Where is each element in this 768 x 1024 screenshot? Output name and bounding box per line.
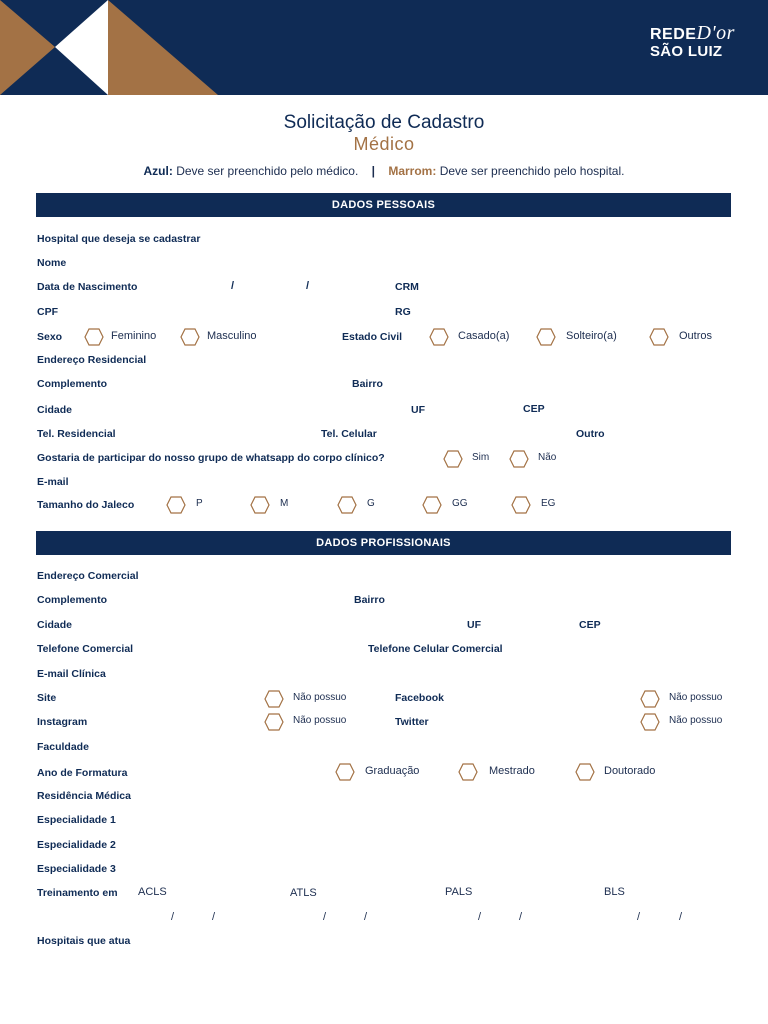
- whatsapp-question-label: Gostaria de participar do nosso grupo de whatsapp do corpo clínico?: [37, 452, 385, 464]
- instagram-nao-possuo-label: Não possuo: [293, 715, 347, 726]
- masculino-checkbox[interactable]: [180, 328, 200, 346]
- site-nao-possuo-label: Não possuo: [293, 692, 347, 703]
- cpf-label: CPF: [37, 306, 58, 318]
- cidade-comercial-label: Cidade: [37, 619, 73, 631]
- doutorado-checkbox[interactable]: [575, 763, 595, 781]
- jaleco-label: Tamanho do Jaleco: [37, 499, 135, 511]
- atls-date-separator: /: [323, 911, 327, 923]
- bls-date-separator: /: [637, 911, 641, 923]
- uf-label: UF: [411, 404, 425, 416]
- nascimento-label: Data de Nascimento: [37, 281, 138, 293]
- jaleco-eg-label: EG: [541, 498, 556, 509]
- bairro-label: Bairro: [352, 378, 383, 390]
- endereco-comercial-label: Endereço Comercial: [37, 570, 139, 582]
- complemento-label: Complemento: [37, 378, 108, 390]
- doutorado-option-label: Doutorado: [604, 765, 656, 777]
- jaleco-g-label: G: [367, 498, 375, 509]
- mestrado-option-label: Mestrado: [489, 765, 535, 777]
- date-separator: /: [231, 280, 235, 292]
- color-legend: Azul: Deve ser preenchido pelo médico. | Marrom: Deve ser preenchido pelo hospital.: [143, 164, 625, 178]
- section-header-dados-profissionais: DADOS PROFISSIONAIS: [36, 531, 731, 555]
- jaleco-g-checkbox[interactable]: [337, 496, 357, 514]
- estado-civil-label: Estado Civil: [342, 331, 403, 343]
- facebook-nao-possuo-label: Não possuo: [669, 692, 723, 703]
- jaleco-p-label: P: [196, 498, 203, 509]
- whatsapp-nao-checkbox[interactable]: [509, 450, 529, 468]
- tel-residencial-label: Tel. Residencial: [37, 428, 116, 440]
- sim-option-label: Sim: [472, 452, 490, 463]
- mestrado-checkbox[interactable]: [458, 763, 478, 781]
- twitter-nao-possuo-label: Não possuo: [669, 715, 723, 726]
- masculino-option-label: Masculino: [207, 330, 257, 342]
- pals-label: PALS: [445, 886, 473, 898]
- page-title: Solicitação de Cadastro: [283, 112, 485, 133]
- bairro-comercial-label: Bairro: [354, 594, 385, 606]
- jaleco-m-label: M: [280, 498, 289, 509]
- outros-checkbox[interactable]: [649, 328, 669, 346]
- twitter-label: Twitter: [395, 716, 429, 728]
- treinamento-label: Treinamento em: [37, 887, 118, 899]
- tel-celular-label: Tel. Celular: [321, 428, 377, 440]
- outro-label: Outro: [576, 428, 605, 440]
- page-subtitle: Médico: [353, 134, 415, 154]
- rede-dor-sao-luiz-logo: REDED'or SÃO LUIZ: [650, 22, 735, 60]
- page-header: [0, 0, 768, 95]
- solteiro-option-label: Solteiro(a): [566, 330, 617, 342]
- facebook-nao-possuo-checkbox[interactable]: [640, 690, 660, 708]
- atls-date-separator: /: [364, 911, 368, 923]
- pals-date-separator: /: [478, 911, 482, 923]
- complemento-comercial-label: Complemento: [37, 594, 108, 606]
- sexo-label: Sexo: [37, 331, 63, 343]
- crm-label: CRM: [395, 281, 419, 293]
- rg-label: RG: [395, 306, 411, 318]
- jaleco-gg-label: GG: [452, 498, 468, 509]
- acls-label: ACLS: [138, 886, 167, 898]
- outros-option-label: Outros: [679, 330, 713, 342]
- residencia-medica-label: Residência Médica: [37, 790, 131, 802]
- especialidade-2-label: Especialidade 2: [37, 839, 116, 851]
- facebook-label: Facebook: [395, 692, 445, 704]
- cep-comercial-label: CEP: [579, 619, 601, 631]
- decorative-triangles-graphic: [0, 0, 220, 95]
- nome-label: Nome: [37, 257, 67, 269]
- faculdade-label: Faculdade: [37, 741, 89, 753]
- cep-label: CEP: [523, 403, 545, 415]
- feminino-option-label: Feminino: [111, 330, 157, 342]
- jaleco-m-checkbox[interactable]: [250, 496, 270, 514]
- hospitais-label: Hospitais que atua: [37, 935, 131, 947]
- feminino-checkbox[interactable]: [84, 328, 104, 346]
- uf-comercial-label: UF: [467, 619, 481, 631]
- hospital-label: Hospital que deseja se cadastrar: [37, 233, 201, 245]
- especialidade-3-label: Especialidade 3: [37, 863, 116, 875]
- acls-date-separator: /: [171, 911, 175, 923]
- pals-date-separator: /: [519, 911, 523, 923]
- casado-option-label: Casado(a): [458, 330, 510, 342]
- email-clinica-label: E-mail Clínica: [37, 668, 106, 680]
- section-header-dados-pessoais: DADOS PESSOAIS: [36, 193, 731, 217]
- instagram-label: Instagram: [37, 716, 88, 728]
- atls-label: ATLS: [290, 887, 317, 899]
- casado-checkbox[interactable]: [429, 328, 449, 346]
- date-separator: /: [306, 280, 310, 292]
- jaleco-eg-checkbox[interactable]: [511, 496, 531, 514]
- ano-formatura-label: Ano de Formatura: [37, 767, 128, 779]
- graduacao-checkbox[interactable]: [335, 763, 355, 781]
- site-label: Site: [37, 692, 57, 704]
- telefone-celular-comercial-label: Telefone Celular Comercial: [368, 643, 503, 655]
- acls-date-separator: /: [212, 911, 216, 923]
- nao-option-label: Não: [538, 452, 557, 463]
- site-nao-possuo-checkbox[interactable]: [264, 690, 284, 708]
- email-label: E-mail: [37, 476, 69, 488]
- whatsapp-sim-checkbox[interactable]: [443, 450, 463, 468]
- bls-label: BLS: [604, 886, 625, 898]
- solteiro-checkbox[interactable]: [536, 328, 556, 346]
- jaleco-gg-checkbox[interactable]: [422, 496, 442, 514]
- cidade-label: Cidade: [37, 404, 73, 416]
- twitter-nao-possuo-checkbox[interactable]: [640, 713, 660, 731]
- graduacao-option-label: Graduação: [365, 765, 420, 777]
- especialidade-1-label: Especialidade 1: [37, 814, 116, 826]
- instagram-nao-possuo-checkbox[interactable]: [264, 713, 284, 731]
- bls-date-separator: /: [679, 911, 683, 923]
- telefone-comercial-label: Telefone Comercial: [37, 643, 134, 655]
- jaleco-p-checkbox[interactable]: [166, 496, 186, 514]
- endereco-residencial-label: Endereço Residencial: [37, 354, 147, 366]
